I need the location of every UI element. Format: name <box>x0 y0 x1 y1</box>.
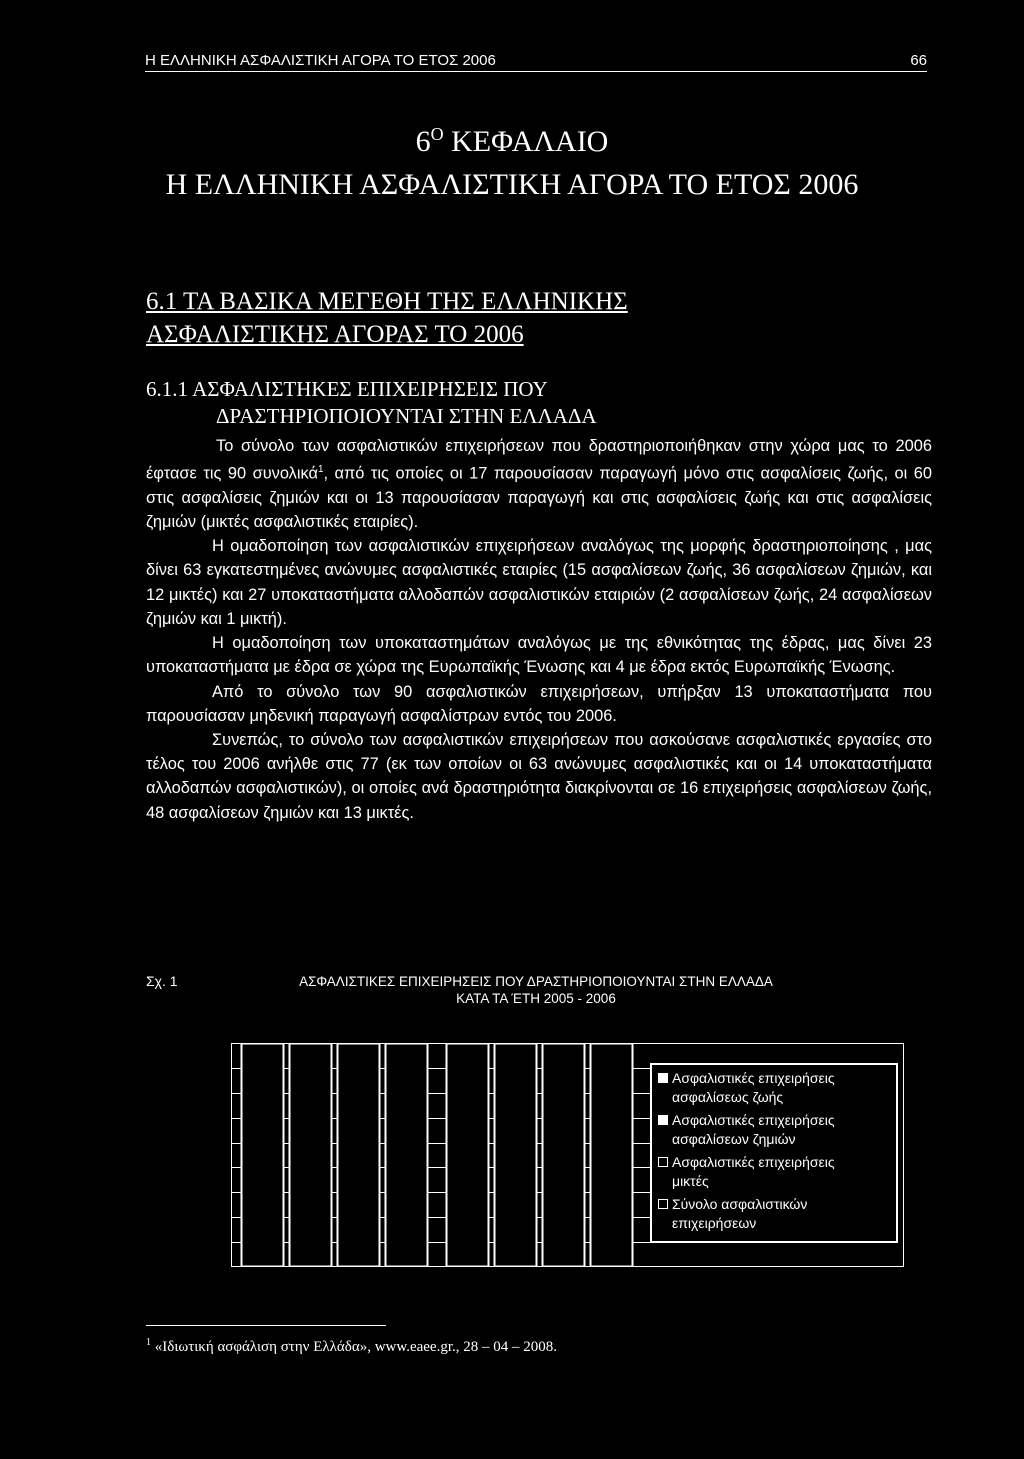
legend-swatch-filled <box>658 1115 668 1125</box>
footnote-ref: 1 <box>318 464 324 476</box>
bar-1-1 <box>495 1044 537 1267</box>
chart-legend <box>650 1063 898 1243</box>
running-header <box>145 52 927 72</box>
paragraph-2: Η ομαδοποίηση των ασφαλιστικών επιχειρήσεων αναλόγως της μορφής δραστηριοποίησης , μας δίνει 63 εγκατεστημένες ανώνυμες ασφαλιστικές εταιρίες (15 ασφαλίσεων ζωής, 36 ασφαλίσεων ζημιών, και 12 μικτές) και 27 υποκαταστήματα αλλοδαπών ασφαλιστικών εταιριών (2 ασφαλίσεων ζωής, 24 ασφαλίσεων ζημιών και 1 μικτή). <box>146 537 932 628</box>
chapter-word: ΚΕΦΑΛΑΙΟ <box>451 125 609 158</box>
bar-0-3 <box>386 1044 428 1267</box>
bar-1-2 <box>543 1044 585 1267</box>
footnote-text: «Ιδιωτική ασφάλιση στην Ελλάδα», www.eaee.gr., 28 – 04 – 2008. <box>154 1339 558 1355</box>
figure-title <box>246 973 826 1007</box>
page-number: 66 <box>910 52 927 69</box>
legend-label: Ασφαλιστικές επιχειρήσεις <box>672 1112 835 1128</box>
legend-label: ασφαλίσεως ζωής <box>672 1089 784 1105</box>
bar-1-0 <box>447 1044 489 1267</box>
legend-label: Σύνολο ασφαλιστικών <box>672 1196 808 1212</box>
paragraph-5: Συνεπώς, το σύνολο των ασφαλιστικών επιχειρήσεων που ασκούσανε ασφαλιστικές εργασίες στο τέλος του 2006 ανήλθε στις 77 (εκ των οποίων οι 63 ανώνυμες ασφαλιστικές και οι 14 υποκαταστήματα αλλοδαπών ασφαλιστικών), οι οποίες ανά δραστηριότητα διακρίνονται σε 16 επιχειρήσεις ασφαλίσεων ζωής, 48 ασφαλίσεων ζημιών και 13 μικτές. <box>146 730 932 822</box>
subsection-title-line1: 6.1.1 ΑΣΦΑΛΙΣΤΗΚΕΣ ΕΠΙΧΕΙΡΗΣΕΙΣ ΠΟΥ <box>146 377 548 401</box>
bar-0-2 <box>338 1044 380 1267</box>
paragraph-1-part-a: Το σύνολο των ασφαλιστικών επιχειρήσεων που δραστηριοποιήθηκαν στην χώρα μας το 2006 έφτασε τις 90 συνολικά <box>146 437 932 483</box>
legend-item-life <box>658 1069 890 1107</box>
chapter-label <box>0 124 1024 159</box>
bar-1-3 <box>591 1044 633 1267</box>
body-text <box>146 434 932 825</box>
section-title-line2: ΑΣΦΑΛΙΣΤΙΚΗΣ ΑΓΟΡΑΣ ΤΟ 2006 <box>146 321 524 348</box>
chapter-number-sup: O <box>430 124 444 144</box>
legend-label: ασφαλίσεων ζημιών <box>672 1131 796 1147</box>
paragraph-3: Η ομαδοποίηση των υποκαταστημάτων αναλόγως με της εθνικότητας της έδρας, μας δίνει 23 υποκαταστήματα με έδρα σε χώρα της Ευρωπαϊκής Ένωσης και 4 με έδρα εκτός Ευρωπαϊκής Ένωσης. <box>146 634 932 677</box>
paragraph-1-part-b: , από τις οποίες οι 17 παρουσίασαν παραγωγή μόνο στις ασφαλίσεις ζωής, οι 60 στις ασφαλίσεις ζημιών και οι 13 παρουσίασαν παραγωγή και στις ασφαλίσεις ζωής και στις ασφαλίσεις ζημιών (μικτές ασφαλιστικές εταιρίες). <box>146 464 933 532</box>
legend-item-total <box>658 1195 890 1233</box>
footnote <box>146 1337 557 1356</box>
legend-swatch-open <box>658 1157 668 1167</box>
chapter-title: Η ΕΛΛΗΝΙΚΗ ΑΣΦΑΛΙΣΤΙΚΗ ΑΓΟΡΑ ΤΟ ΕΤΟΣ 2006 <box>165 168 859 201</box>
footnote-separator <box>146 1325 386 1326</box>
bar-0-0 <box>242 1044 284 1267</box>
legend-item-mixed <box>658 1153 890 1191</box>
figure-title-line2: ΚΑΤΑ ΤΑ ΈΤΗ 2005 - 2006 <box>456 991 616 1006</box>
figure-title-line1: ΑΣΦΑΛΙΣΤΙΚΕΣ ΕΠΙΧΕΙΡΗΣΕΙΣ ΠΟΥ ΔΡΑΣΤΗΡΙΟΠΟΙΟΥΝΤΑΙ ΣΤΗΝ ΕΛΛΑΔΑ <box>299 974 773 989</box>
legend-item-nonlife <box>658 1111 890 1149</box>
section-title-line1: 6.1 ΤΑ ΒΑΣΙΚΑ ΜΕΓΕΘΗ ΤΗΣ ΕΛΛΗΝΙΚΗΣ <box>146 288 628 315</box>
paragraph-1 <box>146 434 932 534</box>
running-title: Η ΕΛΛΗΝΙΚΗ ΑΣΦΑΛΙΣΤΙΚΗ ΑΓΟΡΑ ΤΟ ΕΤΟΣ 2006 <box>145 52 496 69</box>
legend-swatch-filled <box>658 1073 668 1083</box>
subsection-title-line2: ΔΡΑΣΤΗΡΙΟΠΟΙΟΥΝΤΑΙ ΣΤΗΝ ΕΛΛΑΔΑ <box>216 404 597 428</box>
chapter-number: 6 <box>415 125 431 158</box>
legend-label: μικτές <box>672 1173 709 1189</box>
footnote-marker: 1 <box>146 1337 151 1348</box>
bar-0-1 <box>290 1044 332 1267</box>
figure-number: Σχ. 1 <box>146 973 178 989</box>
legend-label: Ασφαλιστικές επιχειρήσεις <box>672 1070 835 1086</box>
paragraph-4: Από το σύνολο των 90 ασφαλιστικών επιχειρήσεων, υπήρξαν 13 υποκαταστήματα που παρουσίασαν μηδενική παραγωγή ασφαλίστρων εντός του 2006. <box>146 682 932 725</box>
legend-label: Ασφαλιστικές επιχειρήσεις <box>672 1154 835 1170</box>
legend-label: επιχειρήσεων <box>672 1215 757 1231</box>
legend-swatch-open <box>658 1199 668 1209</box>
